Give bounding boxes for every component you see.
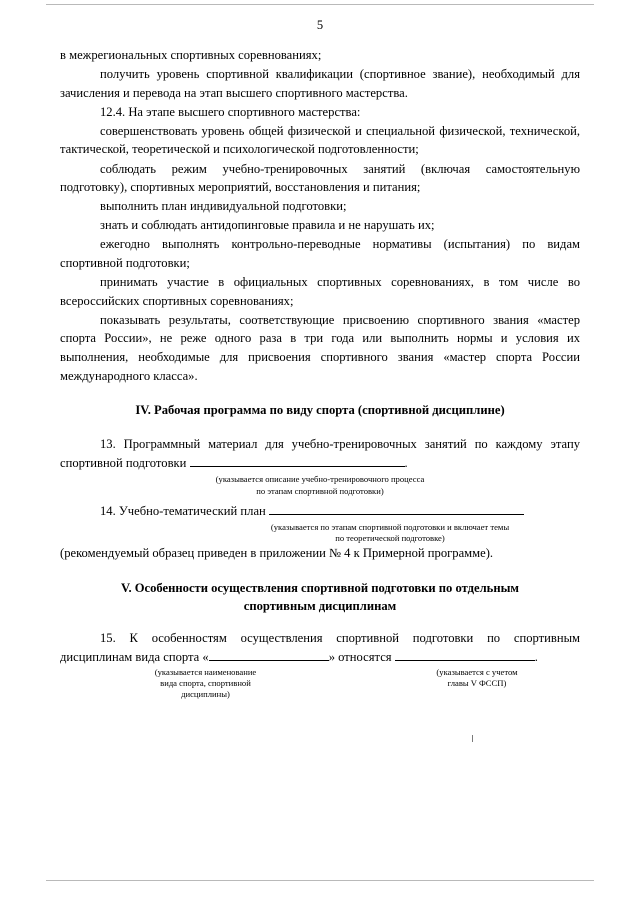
paragraph-item-12-4: 12.4. На этапе высшего спортивного мастерства: [100, 104, 361, 119]
section-v-heading-line-2: спортивным дисциплинам [243, 599, 397, 614]
paragraph-qualification: получить уровень спортивной квалификации (спортивное звание), необходимый для зачисления и перевода на этап высшего спортивного мастерства. [60, 67, 580, 100]
item-15-blank-features[interactable] [395, 647, 535, 661]
paragraph-improve-level: совершенствовать уровень общей физической и специальной физической, технической, тактической, теоретической и психологической подготовленности; [60, 123, 580, 157]
item-14-note [60, 522, 580, 544]
item-14-note-line-1: (указывается по этапам спортивной подготовки и включает темы [270, 521, 510, 532]
section-v-heading [60, 579, 580, 616]
paragraph-continuation: в межрегиональных спортивных соревнованиях; [60, 48, 322, 62]
item-15-period: . [534, 650, 538, 665]
item-13-blank-field[interactable] [190, 453, 405, 467]
item-15-note-left-line-2: вида спорта, спортивной [160, 678, 251, 688]
item-15-notes [60, 667, 580, 699]
item-13-period: . [404, 456, 408, 471]
item-13-label: 13. Программный материал для учебно-тренировочных занятий по каждому этапу спортивной подготовки [60, 436, 580, 471]
item-15-note-right-line-1: (указывается с учетом [436, 667, 518, 678]
item-14-label: 14. Учебно-тематический план [100, 504, 266, 519]
item-15-note-left-line-3: дисциплины) [181, 688, 230, 699]
item-13-note-line-2: по этапам спортивной подготовки) [256, 485, 384, 496]
paragraph-results: показывать результаты, соответствующие присвоению спортивного звания «мастер спорта России», не реже одного раза в три года или выполнить нормы и условия их выполнения, необходимые для присвоения спортивного звания «мастер спорта России международного класса». [60, 312, 580, 383]
paragraph-annual-standards: ежегодно выполнять контрольно-переводные нормативы (испытания) по видам спортивной подготовки; [60, 237, 580, 271]
section-iv-heading: IV. Рабочая программа по виду спорта (спортивной дисциплине) [135, 403, 505, 418]
item-15-note-right [382, 667, 572, 699]
page-artifact-mark [472, 735, 473, 742]
item-15-text [60, 629, 580, 667]
item-15-part-1: 15. К особенностям осуществления спортивной подготовки по спортивным дисциплинам вида спорта « [60, 630, 580, 665]
paragraph-training-regime: соблюдать режим учебно-тренировочных занятий (включая самостоятельную подготовку), спортивных мероприятий, восстановления и питания; [60, 161, 580, 195]
item-14-text [60, 501, 580, 521]
item-13-note-line-1: (указывается описание учебно-тренировочного процесса [215, 473, 425, 484]
page-bottom-rule [46, 880, 594, 881]
item-15-note-left [98, 667, 313, 699]
item-13-text [60, 435, 580, 473]
item-15-note-left-line-1: (указывается наименование [154, 667, 257, 678]
item-15-part-2: » относятся [328, 650, 392, 665]
item-15-blank-sport-name[interactable] [209, 647, 329, 661]
page-top-rule [46, 4, 594, 5]
item-14-blank-field[interactable] [269, 501, 524, 515]
paragraph-individual-plan: выполнить план индивидуальной подготовки; [100, 199, 347, 214]
paragraph-antidoping: знать и соблюдать антидопинговые правила и не нарушать их; [100, 218, 435, 233]
section-v-heading-line-1: V. Особенности осуществления спортивной подготовки по отдельным [120, 580, 520, 595]
page-content [60, 46, 580, 699]
item-14-note-line-2: по теоретической подготовке) [335, 533, 445, 544]
paragraph-participation: принимать участие в официальных спортивных соревнованиях, в том числе во всероссийских спортивных соревнованиях; [60, 275, 580, 308]
page-number: 5 [316, 18, 324, 32]
item-15-note-right-line-2: главы V ФССП) [447, 678, 507, 688]
item-13-note [60, 474, 580, 496]
item-14-tail: (рекомендуемый образец приведен в приложении № 4 к Примерной программе). [60, 545, 494, 560]
